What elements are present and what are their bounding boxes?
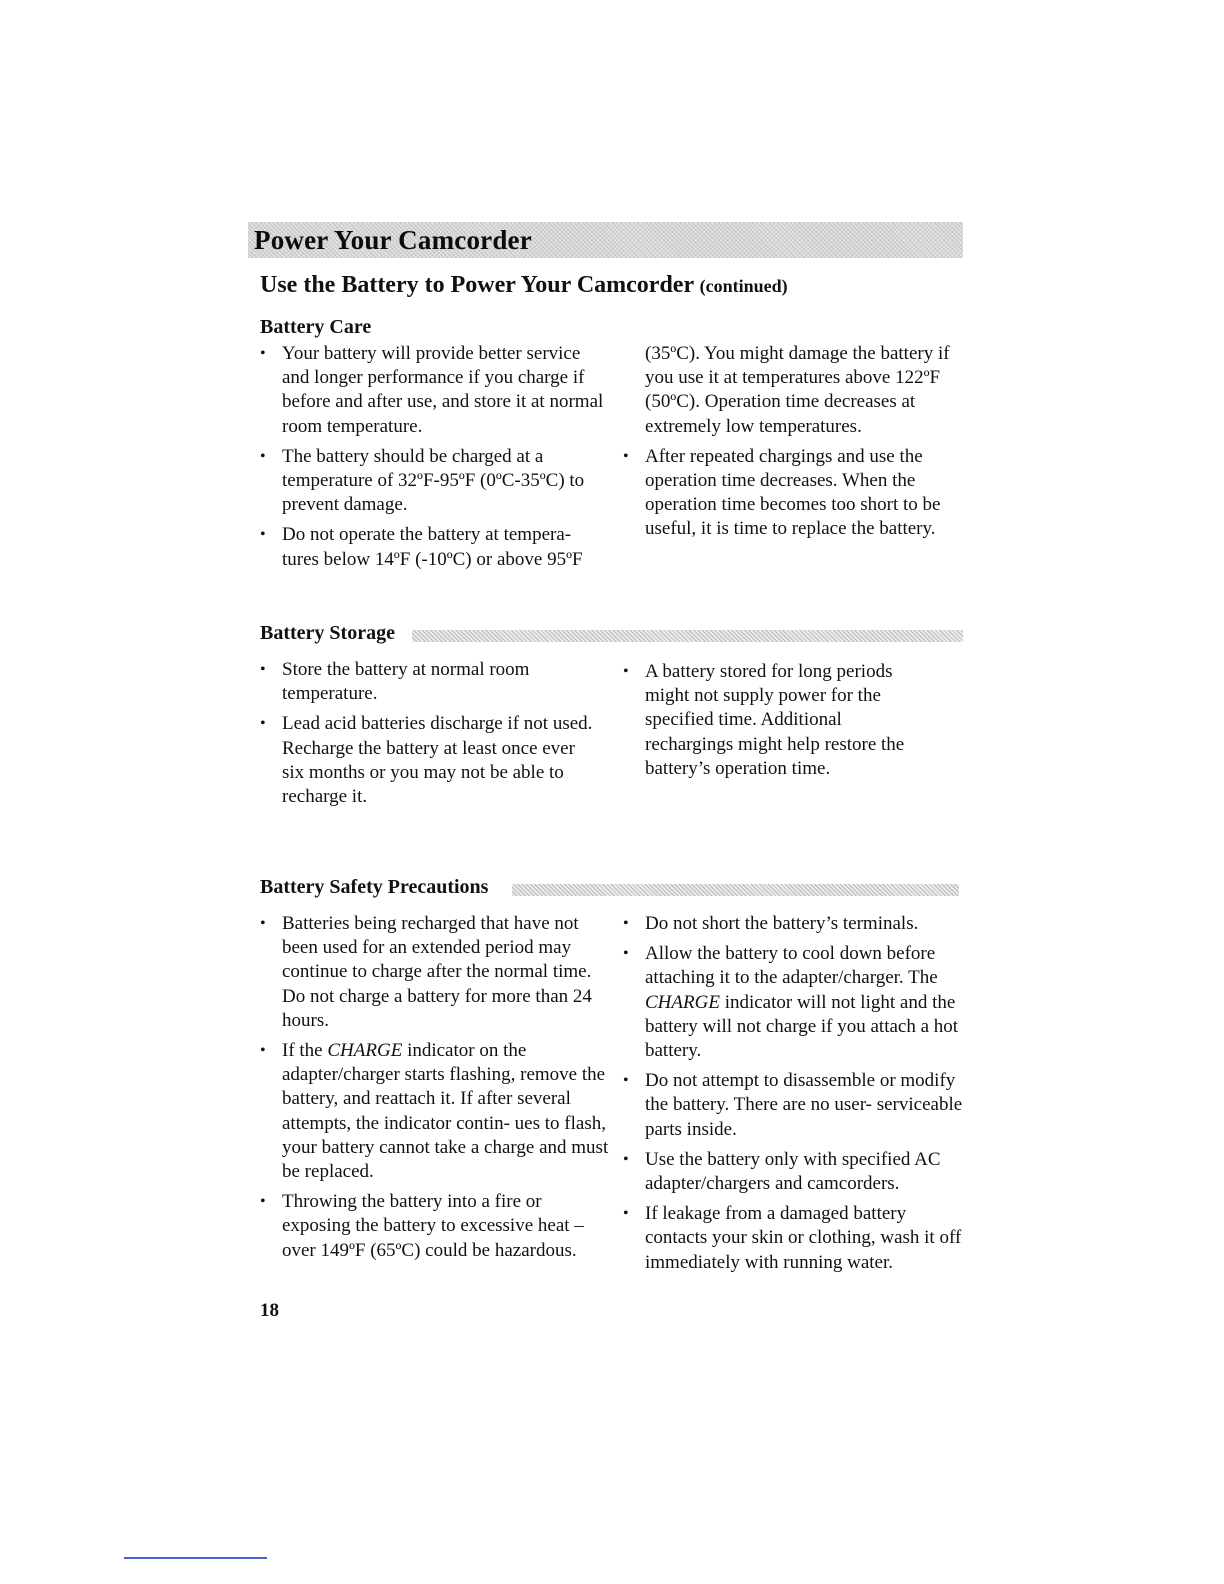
list-item-continued: (35ºC). You might damage the battery if you use it at temperatures above 122ºF (50ºC). Operation time decreases at extremely low temperatures. xyxy=(645,343,950,437)
list-item xyxy=(623,942,968,1063)
list-item-text: indicator on the adapter/charger starts flashing, remove the battery, and reattach it. If after several attempts, the indicator contin- ues to flash, your battery cannot take a charge and must be replaced. xyxy=(282,1040,609,1183)
charge-indicator-term: CHARGE xyxy=(645,991,720,1013)
header-title: Power Your Camcorder xyxy=(254,225,532,255)
footer-line xyxy=(124,1557,267,1559)
list-item: • Throwing the battery into a fire or exposing the battery to excessive heat – over 149ºF (65ºC) could be hazardous. xyxy=(260,1190,610,1263)
battery-safety-rule xyxy=(512,884,959,896)
list-item-text: Allow the battery to cool down before attaching it to the adapter/charger. The xyxy=(645,943,938,989)
list-item: • Your battery will provide better service and longer performance if you charge if before and after use, and store it at normal room temperature. xyxy=(260,342,610,439)
list-item-text: If the xyxy=(282,1040,328,1062)
battery-care-heading: Battery Care xyxy=(260,316,372,338)
list-item: • Batteries being recharged that have not been used for an extended period may continue to charge after the normal time. Do not charge a battery for more than 24 hours. xyxy=(260,912,610,1033)
list-item: • Lead acid batteries discharge if not used. Recharge the battery at least once ever six months or you may not be able to recharge it. xyxy=(260,712,600,809)
list-item xyxy=(260,1039,610,1184)
battery-safety-heading: Battery Safety Precautions xyxy=(260,876,489,898)
battery-safety-right-column xyxy=(623,912,968,1281)
list-item: • After repeated chargings and use the operation time decreases. When the operation time becomes too short to be useful, it is time to replace the battery. xyxy=(623,445,953,542)
battery-care-right-column xyxy=(623,342,953,548)
page-number: 18 xyxy=(260,1300,279,1321)
list-item: • Use the battery only with specified AC adapter/chargers and camcorders. xyxy=(623,1148,968,1196)
charge-indicator-term: CHARGE xyxy=(327,1040,403,1062)
list-item: • Do not short the battery’s terminals. xyxy=(623,912,968,936)
list-item: • Store the battery at normal room temperature. xyxy=(260,658,600,706)
list-item: • If leakage from a damaged battery contacts your skin or clothing, wash it off immediately with running water. xyxy=(623,1202,968,1275)
battery-storage-heading: Battery Storage xyxy=(260,622,395,644)
list-item: • The battery should be charged at a temperature of 32ºF-95ºF (0ºC-35ºC) to prevent damage. xyxy=(260,445,610,518)
list-item: • Do not operate the battery at tempera- tures below 14ºF (-10ºC) or above 95ºF xyxy=(260,523,610,571)
battery-storage-rule xyxy=(412,630,963,642)
page-title-main: Use the Battery to Power Your Camcorder xyxy=(260,272,694,298)
list-item: • Do not attempt to disassemble or modify the battery. There are no user- serviceable parts inside. xyxy=(623,1069,968,1142)
page-title xyxy=(260,272,788,299)
battery-care-left-column xyxy=(260,342,610,578)
battery-storage-right-column xyxy=(623,660,933,787)
battery-safety-left-column xyxy=(260,912,610,1269)
page-title-suffix: (continued) xyxy=(699,276,788,296)
battery-storage-left-column xyxy=(260,658,600,815)
header-banner xyxy=(248,222,963,258)
list-item: • A battery stored for long periods might not supply power for the specified time. Additional rechargings might help restore the battery’s operation time. xyxy=(623,660,933,781)
list-item-text: indicator will not light and the battery will not charge if you attach a hot battery. xyxy=(645,991,959,1062)
